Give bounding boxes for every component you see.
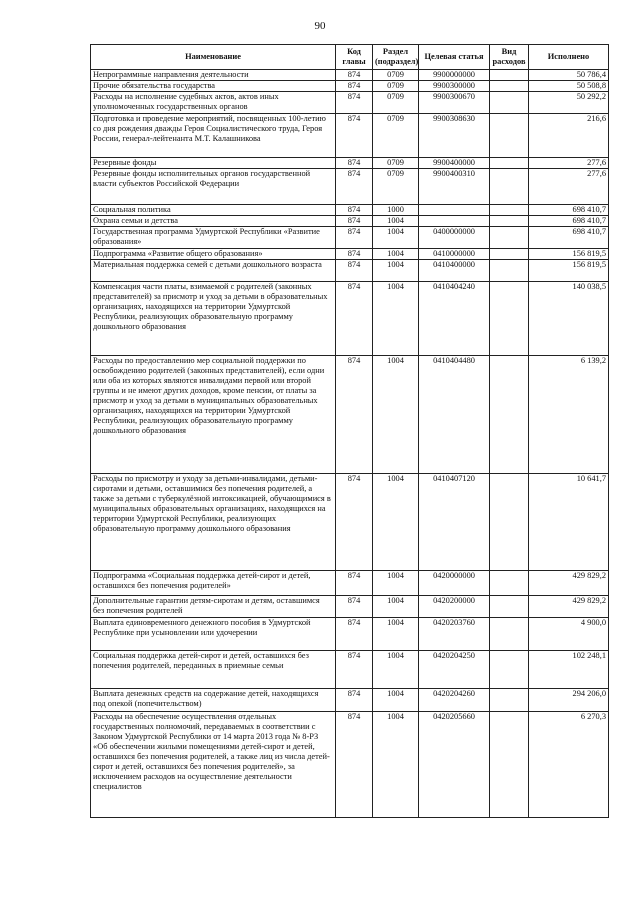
- row-sum: 277,6: [529, 158, 609, 169]
- budget-table: [90, 44, 609, 818]
- row-rz: 1004: [373, 249, 419, 260]
- row-ved: 874: [336, 205, 373, 216]
- row-rz: 1004: [373, 356, 419, 474]
- row-vr: [490, 571, 529, 596]
- row-name: Непрограммные направления деятельности: [91, 70, 336, 81]
- table-row: [91, 216, 609, 227]
- row-cs: 9900308630: [419, 114, 490, 158]
- table-row: [91, 712, 609, 818]
- row-vr: [490, 158, 529, 169]
- row-rz: 0709: [373, 158, 419, 169]
- row-sum: 429 829,2: [529, 571, 609, 596]
- table-row: [91, 474, 609, 571]
- row-name: Социальная поддержка детей-сирот и детей, оставшихся без попечения родителей, переданных в приемные семьи: [91, 651, 336, 689]
- row-sum: 698 410,7: [529, 205, 609, 216]
- row-sum: 294 206,0: [529, 689, 609, 712]
- row-vr: [490, 249, 529, 260]
- row-rz: 1004: [373, 474, 419, 571]
- row-vr: [490, 169, 529, 205]
- row-rz: 1004: [373, 571, 419, 596]
- row-name: Социальная политика: [91, 205, 336, 216]
- row-vr: [490, 81, 529, 92]
- table-row: [91, 92, 609, 114]
- table-row: [91, 70, 609, 81]
- row-sum: 429 829,2: [529, 596, 609, 618]
- row-cs: 9900000000: [419, 70, 490, 81]
- row-vr: [490, 651, 529, 689]
- row-vr: [490, 227, 529, 249]
- row-ved: 874: [336, 356, 373, 474]
- row-rz: 1004: [373, 216, 419, 227]
- row-ved: 874: [336, 216, 373, 227]
- row-rz: 1004: [373, 689, 419, 712]
- row-name: Подпрограмма «Социальная поддержка детей-сирот и детей, оставшихся без попечения родителей»: [91, 571, 336, 596]
- row-ved: 874: [336, 81, 373, 92]
- row-vr: [490, 356, 529, 474]
- row-cs: 0410404240: [419, 282, 490, 356]
- row-sum: 102 248,1: [529, 651, 609, 689]
- table-row: [91, 249, 609, 260]
- row-name: Выплата единовременного денежного пособия в Удмуртской Республике при усыновлении или удочерении: [91, 618, 336, 651]
- row-vr: [490, 70, 529, 81]
- row-cs: 0420203760: [419, 618, 490, 651]
- row-name: Компенсация части платы, взимаемой с родителей (законных представителей) за присмотр и уход за детьми в образовательных организациях, находящихся на территории Удмуртской Республики, реализующих образовательную программу дошкольного образования: [91, 282, 336, 356]
- table-row: [91, 651, 609, 689]
- row-name: Подготовка и проведение мероприятий, посвященных 100-летию со дня рождения дважды Героя Социалистического труда, Героя России, генерал-лейтенанта М.Т. Калашникова: [91, 114, 336, 158]
- row-sum: 10 641,7: [529, 474, 609, 571]
- row-sum: 50 508,8: [529, 81, 609, 92]
- table-row: [91, 282, 609, 356]
- row-cs: 0410404480: [419, 356, 490, 474]
- header-ved: Код главы: [336, 45, 373, 70]
- row-vr: [490, 282, 529, 356]
- row-vr: [490, 260, 529, 282]
- row-vr: [490, 712, 529, 818]
- row-vr: [490, 596, 529, 618]
- row-rz: 1000: [373, 205, 419, 216]
- table-row: [91, 169, 609, 205]
- row-cs: 0400000000: [419, 227, 490, 249]
- row-cs: 0410000000: [419, 249, 490, 260]
- table-row: [91, 227, 609, 249]
- row-sum: 277,6: [529, 169, 609, 205]
- row-sum: 140 038,5: [529, 282, 609, 356]
- row-name: Государственная программа Удмуртской Республики «Развитие образования»: [91, 227, 336, 249]
- row-vr: [490, 618, 529, 651]
- header-name: Наименование: [91, 45, 336, 70]
- row-name: Расходы на исполнение судебных актов, актов иных уполномоченных государственных органов: [91, 92, 336, 114]
- header-cs: Целевая статья: [419, 45, 490, 70]
- table-row: [91, 689, 609, 712]
- row-cs: 9900300670: [419, 92, 490, 114]
- row-name: Расходы по присмотру и уходу за детьми-инвалидами, детьми-сиротами и детьми, оставшимися без попечения родителей, а также за детьми с туберкулёзной интоксикацией, обучающимися в муниципальных образовательных организациях, находящихся на территории Удмуртской Республики, реализующих образовательную программу дошкольного образования: [91, 474, 336, 571]
- row-rz: 1004: [373, 282, 419, 356]
- row-cs: 9900400000: [419, 158, 490, 169]
- row-sum: 698 410,7: [529, 216, 609, 227]
- row-vr: [490, 216, 529, 227]
- row-vr: [490, 689, 529, 712]
- row-ved: 874: [336, 571, 373, 596]
- row-name: Дополнительные гарантии детям-сиротам и детям, оставшимся без попечения родителей: [91, 596, 336, 618]
- row-rz: 0709: [373, 92, 419, 114]
- row-ved: 874: [336, 712, 373, 818]
- table-row: [91, 596, 609, 618]
- row-sum: 156 819,5: [529, 249, 609, 260]
- row-rz: 1004: [373, 712, 419, 818]
- row-ved: 874: [336, 260, 373, 282]
- row-cs: 0420204260: [419, 689, 490, 712]
- row-ved: 874: [336, 158, 373, 169]
- row-name: Охрана семьи и детства: [91, 216, 336, 227]
- row-ved: 874: [336, 249, 373, 260]
- row-ved: 874: [336, 618, 373, 651]
- row-cs: 9900400310: [419, 169, 490, 205]
- page-number: 90: [314, 20, 326, 32]
- row-name: Материальная поддержка семей с детьми дошкольного возраста: [91, 260, 336, 282]
- row-vr: [490, 92, 529, 114]
- row-rz: 0709: [373, 114, 419, 158]
- row-ved: 874: [336, 474, 373, 571]
- row-rz: 0709: [373, 81, 419, 92]
- table-row: [91, 618, 609, 651]
- row-ved: 874: [336, 169, 373, 205]
- row-name: Выплата денежных средств на содержание детей, находящихся под опекой (попечительством): [91, 689, 336, 712]
- row-ved: 874: [336, 92, 373, 114]
- header-sum: Исполнено: [529, 45, 609, 70]
- row-cs: 0420205660: [419, 712, 490, 818]
- row-sum: 698 410,7: [529, 227, 609, 249]
- row-sum: 156 819,5: [529, 260, 609, 282]
- row-cs: 0420000000: [419, 571, 490, 596]
- row-name: Резервные фонды исполнительных органов государственной власти субъектов Российской Федерации: [91, 169, 336, 205]
- row-name: Расходы на обеспечение осуществления отдельных государственных полномочий, передаваемых в соответствии с Законом Удмуртской Республики от 14 марта 2013 года № 8-РЗ «Об обеспечении жилыми помещениями детей-сирот и детей, оставшихся без попечения родителей, а также лиц из числа детей-сирот и детей, оставшихся без попечения родителей», за исключением расходов на осуществление деятельности специалистов: [91, 712, 336, 818]
- table-row: [91, 205, 609, 216]
- row-ved: 874: [336, 70, 373, 81]
- row-vr: [490, 474, 529, 571]
- row-sum: 50 786,4: [529, 70, 609, 81]
- row-rz: 1004: [373, 596, 419, 618]
- row-ved: 874: [336, 282, 373, 356]
- row-cs: 0420200000: [419, 596, 490, 618]
- row-sum: 4 900,0: [529, 618, 609, 651]
- row-cs: 0420204250: [419, 651, 490, 689]
- row-rz: 1004: [373, 651, 419, 689]
- row-cs: [419, 205, 490, 216]
- row-name: Прочие обязательства государства: [91, 81, 336, 92]
- row-name: Расходы по предоставлению мер социальной поддержки по освобождению родителей (законных представителей), если одни или оба из которых являются инвалидами первой или второй группы и не имеют других доходов, кроме пенсии, от платы за присмотр и уход за детьми в муниципальных образовательных организациях, находящихся на территории Удмуртской Республики, реализующих образовательную программу дошкольного образования: [91, 356, 336, 474]
- table-row: [91, 81, 609, 92]
- row-rz: 0709: [373, 70, 419, 81]
- table-header-row: [91, 45, 609, 70]
- row-vr: [490, 114, 529, 158]
- row-rz: 0709: [373, 169, 419, 205]
- header-rz: Раздел (подраздел): [373, 45, 419, 70]
- row-ved: 874: [336, 596, 373, 618]
- row-ved: 874: [336, 114, 373, 158]
- table-row: [91, 356, 609, 474]
- table-row: [91, 114, 609, 158]
- row-cs: [419, 216, 490, 227]
- row-ved: 874: [336, 227, 373, 249]
- header-vr: Вид расходов: [490, 45, 529, 70]
- row-rz: 1004: [373, 227, 419, 249]
- table-row: [91, 260, 609, 282]
- row-rz: 1004: [373, 618, 419, 651]
- row-sum: 6 139,2: [529, 356, 609, 474]
- row-ved: 874: [336, 651, 373, 689]
- row-vr: [490, 205, 529, 216]
- row-rz: 1004: [373, 260, 419, 282]
- row-cs: 0410400000: [419, 260, 490, 282]
- row-sum: 50 292,2: [529, 92, 609, 114]
- row-name: Подпрограмма «Развитие общего образования»: [91, 249, 336, 260]
- row-cs: 9900300000: [419, 81, 490, 92]
- row-cs: 0410407120: [419, 474, 490, 571]
- row-sum: 216,6: [529, 114, 609, 158]
- row-name: Резервные фонды: [91, 158, 336, 169]
- table-row: [91, 571, 609, 596]
- table-row: [91, 158, 609, 169]
- row-sum: 6 270,3: [529, 712, 609, 818]
- row-ved: 874: [336, 689, 373, 712]
